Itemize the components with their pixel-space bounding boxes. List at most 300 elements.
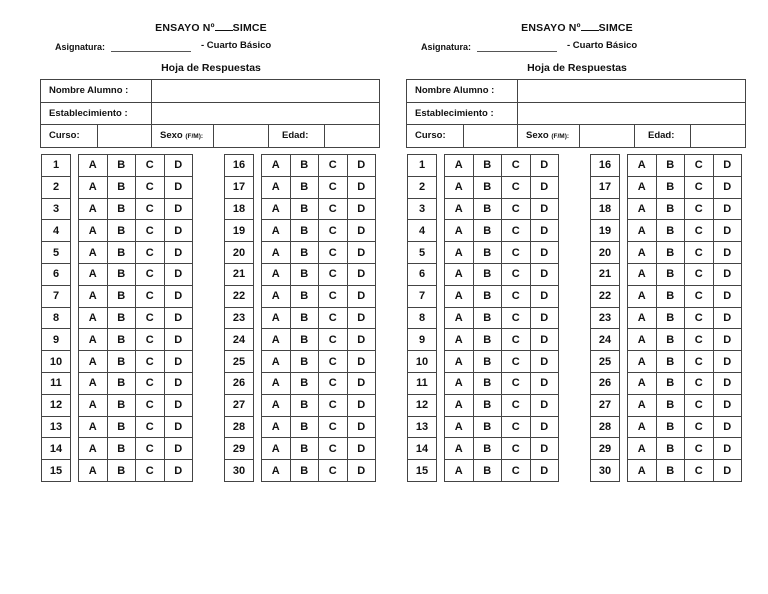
answer-row <box>408 394 559 416</box>
answer-option-c[interactable]: C <box>502 285 531 307</box>
answer-option-a[interactable]: A <box>262 460 291 482</box>
answer-option-a[interactable]: A <box>445 198 474 220</box>
course-row <box>41 125 379 147</box>
answer-option-a[interactable]: A <box>445 155 474 177</box>
sex-field[interactable] <box>579 125 634 147</box>
answer-option-b[interactable]: B <box>290 416 319 438</box>
answer-option-d[interactable]: D <box>713 242 742 264</box>
answer-option-a[interactable]: A <box>445 329 474 351</box>
answer-option-c[interactable]: C <box>319 329 348 351</box>
answer-option-b[interactable]: B <box>107 394 136 416</box>
answer-option-d[interactable]: D <box>530 263 559 285</box>
answer-option-c[interactable]: C <box>685 394 714 416</box>
answer-option-b[interactable]: B <box>473 394 502 416</box>
sex-hint: (F/M): <box>551 133 570 141</box>
answer-option-d[interactable]: D <box>713 307 742 329</box>
answer-option-d[interactable]: D <box>713 176 742 198</box>
answer-option-c[interactable]: C <box>319 198 348 220</box>
row-gap <box>71 372 79 394</box>
answer-option-a[interactable]: A <box>445 285 474 307</box>
answer-option-b[interactable]: B <box>290 438 319 460</box>
subject-blank[interactable] <box>477 51 557 52</box>
answer-option-b[interactable]: B <box>473 372 502 394</box>
student-name-row <box>407 80 745 103</box>
answer-option-a[interactable]: A <box>79 372 108 394</box>
answer-option-a[interactable]: A <box>628 198 657 220</box>
answer-option-c[interactable]: C <box>685 285 714 307</box>
school-field[interactable] <box>151 103 379 125</box>
answer-option-a[interactable]: A <box>79 242 108 264</box>
answer-option-a[interactable]: A <box>79 460 108 482</box>
answer-option-c[interactable]: C <box>319 285 348 307</box>
answer-option-a[interactable]: A <box>262 242 291 264</box>
answer-option-b[interactable]: B <box>656 242 685 264</box>
answer-option-b[interactable]: B <box>656 372 685 394</box>
answer-option-d[interactable]: D <box>347 438 376 460</box>
answer-option-a[interactable]: A <box>628 263 657 285</box>
answer-option-d[interactable]: D <box>164 155 193 177</box>
answer-option-a[interactable]: A <box>262 372 291 394</box>
answer-option-c[interactable]: C <box>685 176 714 198</box>
answer-option-d[interactable]: D <box>347 460 376 482</box>
answer-option-d[interactable]: D <box>713 285 742 307</box>
subject-label: Asignatura: <box>421 42 472 52</box>
answer-option-b[interactable]: B <box>290 307 319 329</box>
answer-option-d[interactable]: D <box>530 242 559 264</box>
answer-option-b[interactable]: B <box>473 263 502 285</box>
answer-option-d[interactable]: D <box>164 416 193 438</box>
answer-option-c[interactable]: C <box>502 416 531 438</box>
answer-option-a[interactable]: A <box>79 285 108 307</box>
answer-option-b[interactable]: B <box>290 394 319 416</box>
answer-option-c[interactable]: C <box>502 372 531 394</box>
answer-option-d[interactable]: D <box>713 198 742 220</box>
answer-option-a[interactable]: A <box>628 351 657 373</box>
answer-option-c[interactable]: C <box>685 242 714 264</box>
answer-option-c[interactable]: C <box>319 351 348 373</box>
question-number: 1 <box>42 155 71 177</box>
answer-option-d[interactable]: D <box>164 394 193 416</box>
answer-option-c[interactable]: C <box>136 155 165 177</box>
answer-option-d[interactable]: D <box>530 220 559 242</box>
answer-option-a[interactable]: A <box>79 438 108 460</box>
answer-option-b[interactable]: B <box>473 438 502 460</box>
answer-sheet-1 <box>40 0 382 500</box>
answer-option-b[interactable]: B <box>290 329 319 351</box>
answer-option-c[interactable]: C <box>502 242 531 264</box>
answer-option-a[interactable]: A <box>628 438 657 460</box>
age-field[interactable] <box>324 125 379 147</box>
answer-option-c[interactable]: C <box>319 155 348 177</box>
answer-option-d[interactable]: D <box>347 176 376 198</box>
row-gap <box>254 198 262 220</box>
answer-option-d[interactable]: D <box>530 285 559 307</box>
answer-option-c[interactable]: C <box>136 242 165 264</box>
answer-option-a[interactable]: A <box>628 285 657 307</box>
answer-option-a[interactable]: A <box>445 351 474 373</box>
answer-option-d[interactable]: D <box>530 372 559 394</box>
course-label: Curso: <box>49 130 80 142</box>
answer-option-d[interactable]: D <box>713 438 742 460</box>
answer-option-d[interactable]: D <box>164 263 193 285</box>
answer-row <box>408 263 559 285</box>
answer-row <box>591 329 742 351</box>
answer-option-c[interactable]: C <box>502 438 531 460</box>
answer-option-a[interactable]: A <box>628 242 657 264</box>
answer-option-d[interactable]: D <box>347 242 376 264</box>
answer-option-a[interactable]: A <box>262 220 291 242</box>
answer-option-c[interactable]: C <box>136 307 165 329</box>
answer-option-b[interactable]: B <box>290 155 319 177</box>
answer-option-d[interactable]: D <box>713 263 742 285</box>
question-number: 3 <box>42 198 71 220</box>
answer-option-b[interactable]: B <box>656 351 685 373</box>
question-number: 20 <box>225 242 254 264</box>
answer-option-a[interactable]: A <box>79 263 108 285</box>
answer-option-c[interactable]: C <box>685 372 714 394</box>
answer-option-c[interactable]: C <box>136 285 165 307</box>
answer-option-d[interactable]: D <box>347 220 376 242</box>
answer-option-c[interactable]: C <box>502 155 531 177</box>
answer-option-c[interactable]: C <box>319 176 348 198</box>
answer-option-b[interactable]: B <box>107 351 136 373</box>
answer-option-a[interactable]: A <box>262 176 291 198</box>
answer-option-b[interactable]: B <box>473 460 502 482</box>
answer-option-a[interactable]: A <box>79 394 108 416</box>
answer-option-a[interactable]: A <box>79 351 108 373</box>
answer-option-c[interactable]: C <box>136 460 165 482</box>
answer-option-c[interactable]: C <box>502 220 531 242</box>
answer-option-b[interactable]: B <box>107 285 136 307</box>
course-field[interactable] <box>463 125 517 147</box>
answer-option-a[interactable]: A <box>445 460 474 482</box>
answer-option-d[interactable]: D <box>530 394 559 416</box>
answer-option-d[interactable]: D <box>347 329 376 351</box>
answer-option-b[interactable]: B <box>107 263 136 285</box>
answer-option-d[interactable]: D <box>347 155 376 177</box>
answer-option-c[interactable]: C <box>136 394 165 416</box>
answer-option-b[interactable]: B <box>473 351 502 373</box>
row-gap <box>71 220 79 242</box>
answer-option-b[interactable]: B <box>473 242 502 264</box>
answer-option-a[interactable]: A <box>262 198 291 220</box>
answer-option-c[interactable]: C <box>502 351 531 373</box>
answer-option-b[interactable]: B <box>473 198 502 220</box>
answer-option-c[interactable]: C <box>319 372 348 394</box>
answer-option-b[interactable]: B <box>656 416 685 438</box>
answer-option-a[interactable]: A <box>445 263 474 285</box>
answer-row <box>225 460 376 482</box>
answer-option-d[interactable]: D <box>164 285 193 307</box>
school-field[interactable] <box>517 103 745 125</box>
answer-option-c[interactable]: C <box>136 220 165 242</box>
answer-option-d[interactable]: D <box>164 198 193 220</box>
answer-option-b[interactable]: B <box>107 438 136 460</box>
exam-title-prefix: ENSAYO Nº <box>155 22 215 34</box>
answer-option-a[interactable]: A <box>628 460 657 482</box>
answer-option-b[interactable]: B <box>473 155 502 177</box>
answer-option-a[interactable]: A <box>445 416 474 438</box>
exam-number-blank[interactable] <box>581 21 599 31</box>
answer-row <box>408 176 559 198</box>
answer-option-a[interactable]: A <box>628 372 657 394</box>
answer-option-c[interactable]: C <box>685 198 714 220</box>
answer-option-b[interactable]: B <box>656 329 685 351</box>
answer-option-c[interactable]: C <box>319 220 348 242</box>
row-gap <box>437 198 445 220</box>
answer-option-b[interactable]: B <box>473 176 502 198</box>
answer-option-d[interactable]: D <box>713 220 742 242</box>
course-field[interactable] <box>97 125 151 147</box>
answer-option-c[interactable]: C <box>502 176 531 198</box>
answer-row <box>408 155 559 177</box>
answer-option-c[interactable]: C <box>319 460 348 482</box>
answer-option-d[interactable]: D <box>347 198 376 220</box>
row-gap <box>437 176 445 198</box>
answer-option-d[interactable]: D <box>530 155 559 177</box>
answer-option-a[interactable]: A <box>628 155 657 177</box>
answer-option-d[interactable]: D <box>164 329 193 351</box>
answer-option-d[interactable]: D <box>347 307 376 329</box>
answer-option-d[interactable]: D <box>713 394 742 416</box>
answer-option-a[interactable]: A <box>628 416 657 438</box>
answer-option-a[interactable]: A <box>628 220 657 242</box>
answer-option-b[interactable]: B <box>290 351 319 373</box>
question-number: 9 <box>42 329 71 351</box>
answer-option-c[interactable]: C <box>502 329 531 351</box>
answer-row <box>408 351 559 373</box>
question-number: 23 <box>225 307 254 329</box>
row-gap <box>71 198 79 220</box>
answer-option-c[interactable]: C <box>502 460 531 482</box>
answer-option-c[interactable]: C <box>136 438 165 460</box>
student-name-field[interactable] <box>151 80 379 102</box>
row-gap <box>437 242 445 264</box>
student-name-label: Nombre Alumno : <box>415 85 495 96</box>
answer-option-c[interactable]: C <box>685 438 714 460</box>
answer-option-b[interactable]: B <box>107 372 136 394</box>
answer-option-d[interactable]: D <box>347 351 376 373</box>
answer-option-d[interactable]: D <box>713 372 742 394</box>
answer-option-d[interactable]: D <box>164 438 193 460</box>
answer-option-b[interactable]: B <box>107 307 136 329</box>
answer-option-a[interactable]: A <box>262 416 291 438</box>
answer-option-d[interactable]: D <box>713 416 742 438</box>
answer-option-d[interactable]: D <box>530 329 559 351</box>
answer-option-d[interactable]: D <box>347 416 376 438</box>
answer-option-c[interactable]: C <box>319 438 348 460</box>
answer-option-d[interactable]: D <box>164 351 193 373</box>
student-name-label: Nombre Alumno : <box>49 85 129 96</box>
answer-option-b[interactable]: B <box>290 372 319 394</box>
exam-number-blank[interactable] <box>215 21 233 31</box>
row-gap <box>620 176 628 198</box>
answer-option-b[interactable]: B <box>290 198 319 220</box>
grade-label: - Cuarto Básico <box>201 40 272 51</box>
answer-option-b[interactable]: B <box>107 416 136 438</box>
answer-option-c[interactable]: C <box>685 155 714 177</box>
answer-option-b[interactable]: B <box>290 176 319 198</box>
answer-row <box>408 242 559 264</box>
answer-option-a[interactable]: A <box>262 394 291 416</box>
question-number: 19 <box>225 220 254 242</box>
answer-option-d[interactable]: D <box>347 394 376 416</box>
answer-option-b[interactable]: B <box>656 220 685 242</box>
answer-option-b[interactable]: B <box>107 198 136 220</box>
answer-option-d[interactable]: D <box>530 176 559 198</box>
answer-option-a[interactable]: A <box>262 329 291 351</box>
answer-option-c[interactable]: C <box>685 460 714 482</box>
answer-option-a[interactable]: A <box>445 307 474 329</box>
answer-option-d[interactable]: D <box>713 351 742 373</box>
answer-option-c[interactable]: C <box>685 416 714 438</box>
age-field[interactable] <box>690 125 745 147</box>
answer-option-b[interactable]: B <box>656 285 685 307</box>
answer-option-a[interactable]: A <box>262 351 291 373</box>
answer-option-d[interactable]: D <box>164 176 193 198</box>
answer-option-b[interactable]: B <box>473 285 502 307</box>
answer-option-d[interactable]: D <box>713 329 742 351</box>
answer-option-c[interactable]: C <box>502 198 531 220</box>
answer-option-c[interactable]: C <box>685 307 714 329</box>
answer-option-a[interactable]: A <box>79 307 108 329</box>
answer-option-a[interactable]: A <box>445 438 474 460</box>
answer-option-b[interactable]: B <box>107 155 136 177</box>
answer-option-a[interactable]: A <box>628 394 657 416</box>
answer-option-a[interactable]: A <box>445 220 474 242</box>
answer-option-c[interactable]: C <box>136 351 165 373</box>
answer-option-b[interactable]: B <box>107 176 136 198</box>
student-name-field[interactable] <box>517 80 745 102</box>
subject-label: Asignatura: <box>55 42 106 52</box>
answer-option-a[interactable]: A <box>262 285 291 307</box>
answer-option-d[interactable]: D <box>347 263 376 285</box>
answer-option-c[interactable]: C <box>319 242 348 264</box>
answer-option-b[interactable]: B <box>290 460 319 482</box>
answer-option-b[interactable]: B <box>107 460 136 482</box>
answer-row <box>591 155 742 177</box>
answer-option-d[interactable]: D <box>530 351 559 373</box>
answer-option-c[interactable]: C <box>319 416 348 438</box>
answer-option-b[interactable]: B <box>656 307 685 329</box>
answer-option-a[interactable]: A <box>262 307 291 329</box>
row-gap <box>437 416 445 438</box>
subject-blank[interactable] <box>111 51 191 52</box>
answer-option-a[interactable]: A <box>628 176 657 198</box>
answer-option-c[interactable]: C <box>685 263 714 285</box>
row-gap <box>254 329 262 351</box>
answer-option-c[interactable]: C <box>136 372 165 394</box>
answer-option-d[interactable]: D <box>164 307 193 329</box>
answer-option-c[interactable]: C <box>685 329 714 351</box>
answer-option-b[interactable]: B <box>656 438 685 460</box>
question-number: 8 <box>408 307 437 329</box>
answer-option-a[interactable]: A <box>628 329 657 351</box>
row-gap <box>71 242 79 264</box>
answer-option-b[interactable]: B <box>473 307 502 329</box>
answer-option-d[interactable]: D <box>164 220 193 242</box>
answer-option-b[interactable]: B <box>656 155 685 177</box>
answer-option-a[interactable]: A <box>79 220 108 242</box>
answer-row <box>42 372 193 394</box>
answer-option-a[interactable]: A <box>79 198 108 220</box>
answer-option-c[interactable]: C <box>136 329 165 351</box>
answer-option-c[interactable]: C <box>319 394 348 416</box>
answer-option-a[interactable]: A <box>445 176 474 198</box>
answer-option-d[interactable]: D <box>713 460 742 482</box>
answer-option-b[interactable]: B <box>656 394 685 416</box>
answer-option-b[interactable]: B <box>290 220 319 242</box>
exam-title-suffix: SIMCE <box>598 22 633 34</box>
answer-option-b[interactable]: B <box>473 416 502 438</box>
answer-option-d[interactable]: D <box>164 460 193 482</box>
answer-option-a[interactable]: A <box>445 372 474 394</box>
answer-option-b[interactable]: B <box>107 329 136 351</box>
answer-option-d[interactable]: D <box>347 285 376 307</box>
answer-option-a[interactable]: A <box>445 394 474 416</box>
answer-option-b[interactable]: B <box>107 242 136 264</box>
answer-option-c[interactable]: C <box>136 263 165 285</box>
answer-option-a[interactable]: A <box>628 307 657 329</box>
answer-option-b[interactable]: B <box>290 242 319 264</box>
answer-option-c[interactable]: C <box>685 220 714 242</box>
answer-option-b[interactable]: B <box>290 263 319 285</box>
answer-option-b[interactable]: B <box>656 460 685 482</box>
answer-option-d[interactable]: D <box>530 198 559 220</box>
question-number: 19 <box>591 220 620 242</box>
answer-option-a[interactable]: A <box>262 438 291 460</box>
answer-option-a[interactable]: A <box>79 176 108 198</box>
answer-option-a[interactable]: A <box>445 242 474 264</box>
answer-option-d[interactable]: D <box>530 416 559 438</box>
answer-option-d[interactable]: D <box>347 372 376 394</box>
answer-option-d[interactable]: D <box>530 460 559 482</box>
answer-row <box>591 460 742 482</box>
answer-option-a[interactable]: A <box>79 416 108 438</box>
answer-option-d[interactable]: D <box>164 372 193 394</box>
answer-option-c[interactable]: C <box>319 263 348 285</box>
answer-option-c[interactable]: C <box>502 394 531 416</box>
answer-option-b[interactable]: B <box>107 220 136 242</box>
answer-option-c[interactable]: C <box>502 263 531 285</box>
answer-option-a[interactable]: A <box>79 329 108 351</box>
answer-option-a[interactable]: A <box>262 155 291 177</box>
answer-sheet-2 <box>406 0 748 500</box>
answer-option-b[interactable]: B <box>656 263 685 285</box>
answer-grid-right <box>590 154 742 482</box>
answer-option-c[interactable]: C <box>136 198 165 220</box>
answer-option-c[interactable]: C <box>319 307 348 329</box>
answer-option-a[interactable]: A <box>79 155 108 177</box>
answer-option-c[interactable]: C <box>685 351 714 373</box>
answer-option-c[interactable]: C <box>502 307 531 329</box>
sex-field[interactable] <box>213 125 268 147</box>
row-gap <box>254 263 262 285</box>
answer-option-a[interactable]: A <box>262 263 291 285</box>
answer-option-d[interactable]: D <box>164 242 193 264</box>
answer-option-b[interactable]: B <box>473 220 502 242</box>
answer-option-b[interactable]: B <box>290 285 319 307</box>
answer-option-c[interactable]: C <box>136 176 165 198</box>
answer-option-c[interactable]: C <box>136 416 165 438</box>
answer-option-b[interactable]: B <box>656 198 685 220</box>
answer-option-b[interactable]: B <box>656 176 685 198</box>
question-number: 28 <box>591 416 620 438</box>
answer-option-b[interactable]: B <box>473 329 502 351</box>
answer-option-d[interactable]: D <box>713 155 742 177</box>
answer-option-d[interactable]: D <box>530 438 559 460</box>
answer-option-d[interactable]: D <box>530 307 559 329</box>
